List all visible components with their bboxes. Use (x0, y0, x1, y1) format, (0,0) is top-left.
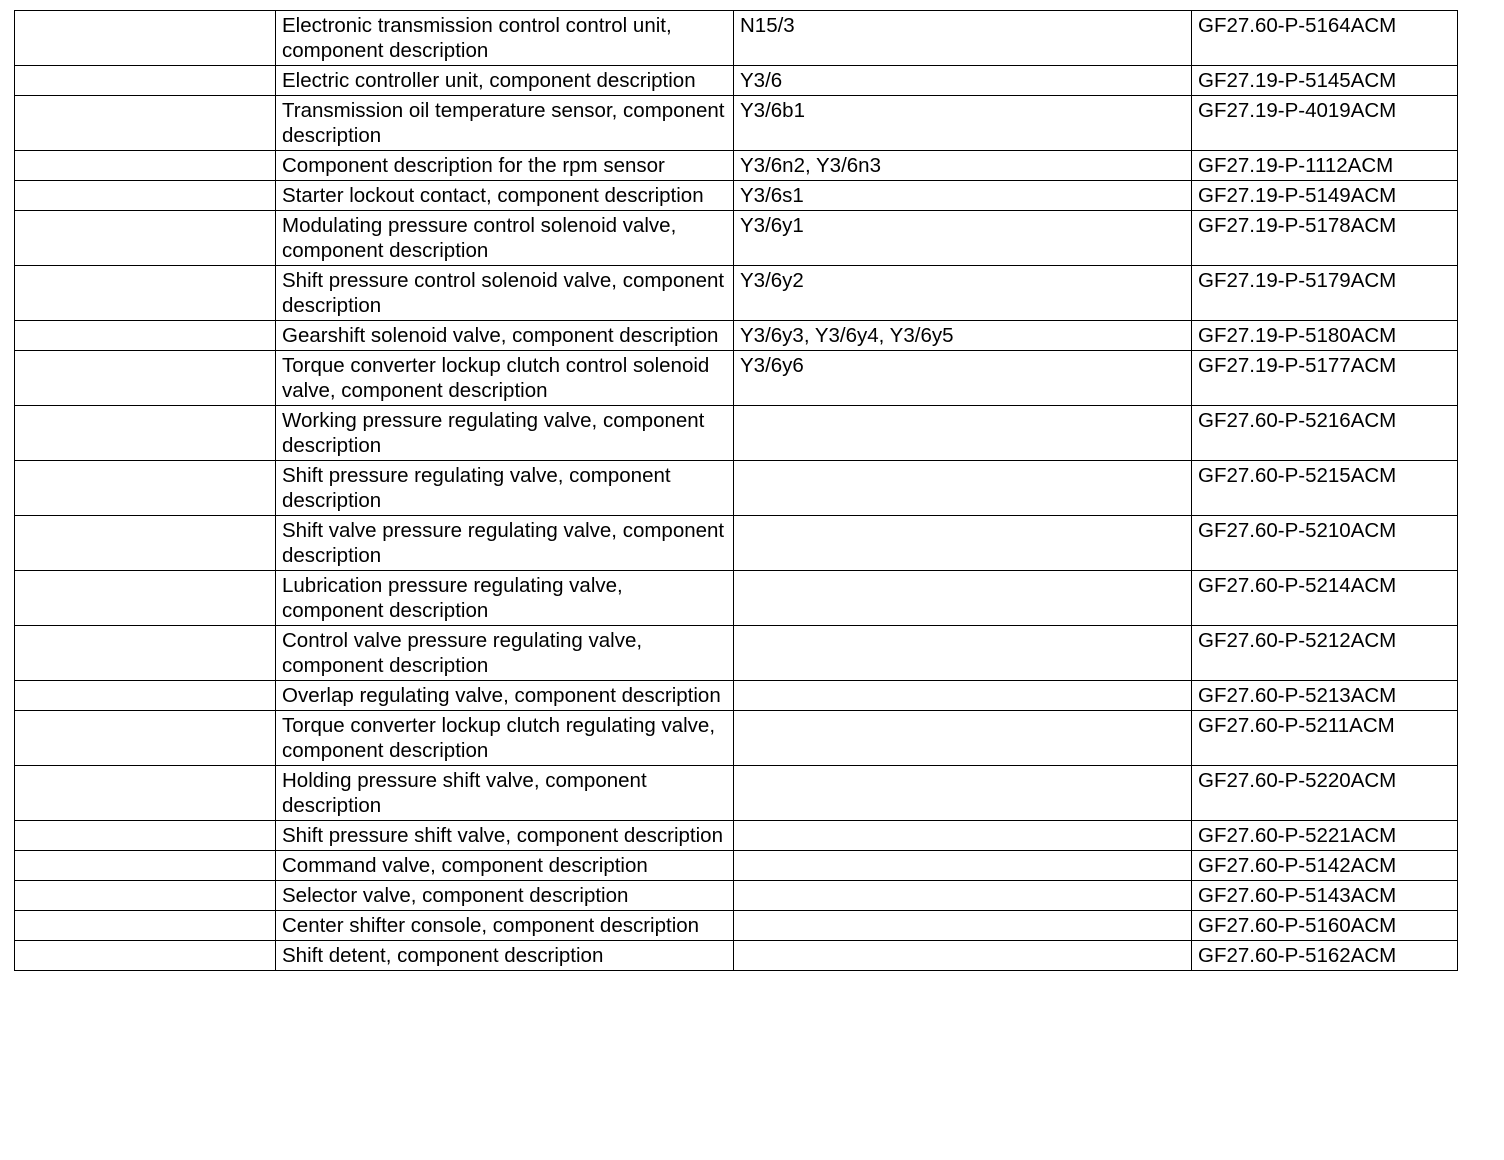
document-number-cell: GF27.60-P-5143ACM (1192, 881, 1458, 911)
component-table (14, 10, 1458, 971)
component-code-cell (734, 681, 1192, 711)
table-row (15, 821, 1458, 851)
row-blank-cell (15, 96, 276, 151)
table-row (15, 711, 1458, 766)
row-blank-cell (15, 911, 276, 941)
row-blank-cell (15, 181, 276, 211)
component-description-cell: Torque converter lockup clutch regulating valve, component description (276, 711, 734, 766)
row-blank-cell (15, 821, 276, 851)
component-code-cell: Y3/6y3, Y3/6y4, Y3/6y5 (734, 321, 1192, 351)
document-number-cell: GF27.19-P-1112ACM (1192, 151, 1458, 181)
table-row (15, 681, 1458, 711)
row-blank-cell (15, 461, 276, 516)
row-blank-cell (15, 711, 276, 766)
row-blank-cell (15, 881, 276, 911)
table-row (15, 941, 1458, 971)
table-row (15, 571, 1458, 626)
document-number-cell: GF27.19-P-5149ACM (1192, 181, 1458, 211)
table-row (15, 66, 1458, 96)
component-description-cell: Shift valve pressure regulating valve, component description (276, 516, 734, 571)
component-description-cell: Gearshift solenoid valve, component description (276, 321, 734, 351)
component-code-cell (734, 881, 1192, 911)
document-number-cell: GF27.60-P-5213ACM (1192, 681, 1458, 711)
row-blank-cell (15, 406, 276, 461)
document-number-cell: GF27.60-P-5160ACM (1192, 911, 1458, 941)
document-number-cell: GF27.60-P-5216ACM (1192, 406, 1458, 461)
component-description-cell: Shift pressure control solenoid valve, component description (276, 266, 734, 321)
component-description-cell: Electronic transmission control control unit, component description (276, 11, 734, 66)
table-row (15, 321, 1458, 351)
row-blank-cell (15, 151, 276, 181)
table-body (15, 11, 1458, 971)
component-description-cell: Center shifter console, component description (276, 911, 734, 941)
table-row (15, 461, 1458, 516)
component-code-cell (734, 711, 1192, 766)
component-code-cell: N15/3 (734, 11, 1192, 66)
component-description-cell: Transmission oil temperature sensor, component description (276, 96, 734, 151)
document-number-cell: GF27.60-P-5214ACM (1192, 571, 1458, 626)
table-row (15, 351, 1458, 406)
component-code-cell (734, 941, 1192, 971)
row-blank-cell (15, 941, 276, 971)
document-number-cell: GF27.60-P-5212ACM (1192, 626, 1458, 681)
table-row (15, 266, 1458, 321)
component-description-cell: Torque converter lockup clutch control solenoid valve, component description (276, 351, 734, 406)
table-row (15, 406, 1458, 461)
table-row (15, 11, 1458, 66)
table-row (15, 881, 1458, 911)
document-number-cell: GF27.60-P-5221ACM (1192, 821, 1458, 851)
component-code-cell (734, 406, 1192, 461)
component-description-cell: Overlap regulating valve, component description (276, 681, 734, 711)
table-row (15, 96, 1458, 151)
component-code-cell: Y3/6 (734, 66, 1192, 96)
component-description-cell: Selector valve, component description (276, 881, 734, 911)
component-code-cell: Y3/6s1 (734, 181, 1192, 211)
component-code-cell: Y3/6y2 (734, 266, 1192, 321)
table-row (15, 181, 1458, 211)
row-blank-cell (15, 571, 276, 626)
row-blank-cell (15, 626, 276, 681)
document-number-cell: GF27.60-P-5211ACM (1192, 711, 1458, 766)
component-code-cell: Y3/6n2, Y3/6n3 (734, 151, 1192, 181)
component-description-cell: Component description for the rpm sensor (276, 151, 734, 181)
component-description-cell: Lubrication pressure regulating valve, component description (276, 571, 734, 626)
document-number-cell: GF27.19-P-4019ACM (1192, 96, 1458, 151)
row-blank-cell (15, 516, 276, 571)
component-code-cell (734, 821, 1192, 851)
component-code-cell (734, 516, 1192, 571)
component-description-cell: Starter lockout contact, component description (276, 181, 734, 211)
row-blank-cell (15, 66, 276, 96)
component-code-cell: Y3/6y1 (734, 211, 1192, 266)
document-number-cell: GF27.19-P-5177ACM (1192, 351, 1458, 406)
document-number-cell: GF27.60-P-5210ACM (1192, 516, 1458, 571)
component-code-cell (734, 461, 1192, 516)
table-row (15, 516, 1458, 571)
row-blank-cell (15, 851, 276, 881)
row-blank-cell (15, 766, 276, 821)
document-number-cell: GF27.19-P-5178ACM (1192, 211, 1458, 266)
component-description-cell: Modulating pressure control solenoid valve, component description (276, 211, 734, 266)
component-description-cell: Control valve pressure regulating valve, component description (276, 626, 734, 681)
row-blank-cell (15, 11, 276, 66)
table-row (15, 911, 1458, 941)
component-code-cell: Y3/6y6 (734, 351, 1192, 406)
component-description-cell: Working pressure regulating valve, component description (276, 406, 734, 461)
component-description-cell: Command valve, component description (276, 851, 734, 881)
table-row (15, 151, 1458, 181)
document-number-cell: GF27.19-P-5179ACM (1192, 266, 1458, 321)
row-blank-cell (15, 351, 276, 406)
table-row (15, 851, 1458, 881)
component-code-cell: Y3/6b1 (734, 96, 1192, 151)
row-blank-cell (15, 321, 276, 351)
component-description-cell: Shift pressure regulating valve, component description (276, 461, 734, 516)
document-number-cell: GF27.60-P-5215ACM (1192, 461, 1458, 516)
row-blank-cell (15, 211, 276, 266)
document-number-cell: GF27.60-P-5142ACM (1192, 851, 1458, 881)
component-description-cell: Shift pressure shift valve, component description (276, 821, 734, 851)
component-code-cell (734, 766, 1192, 821)
component-description-cell: Shift detent, component description (276, 941, 734, 971)
table-row (15, 626, 1458, 681)
component-code-cell (734, 911, 1192, 941)
component-description-cell: Electric controller unit, component description (276, 66, 734, 96)
table-row (15, 211, 1458, 266)
document-number-cell: GF27.19-P-5145ACM (1192, 66, 1458, 96)
component-code-cell (734, 626, 1192, 681)
row-blank-cell (15, 681, 276, 711)
component-description-cell: Holding pressure shift valve, component description (276, 766, 734, 821)
component-code-cell (734, 571, 1192, 626)
row-blank-cell (15, 266, 276, 321)
document-number-cell: GF27.19-P-5180ACM (1192, 321, 1458, 351)
component-code-cell (734, 851, 1192, 881)
document-number-cell: GF27.60-P-5162ACM (1192, 941, 1458, 971)
document-number-cell: GF27.60-P-5164ACM (1192, 11, 1458, 66)
table-row (15, 766, 1458, 821)
document-number-cell: GF27.60-P-5220ACM (1192, 766, 1458, 821)
